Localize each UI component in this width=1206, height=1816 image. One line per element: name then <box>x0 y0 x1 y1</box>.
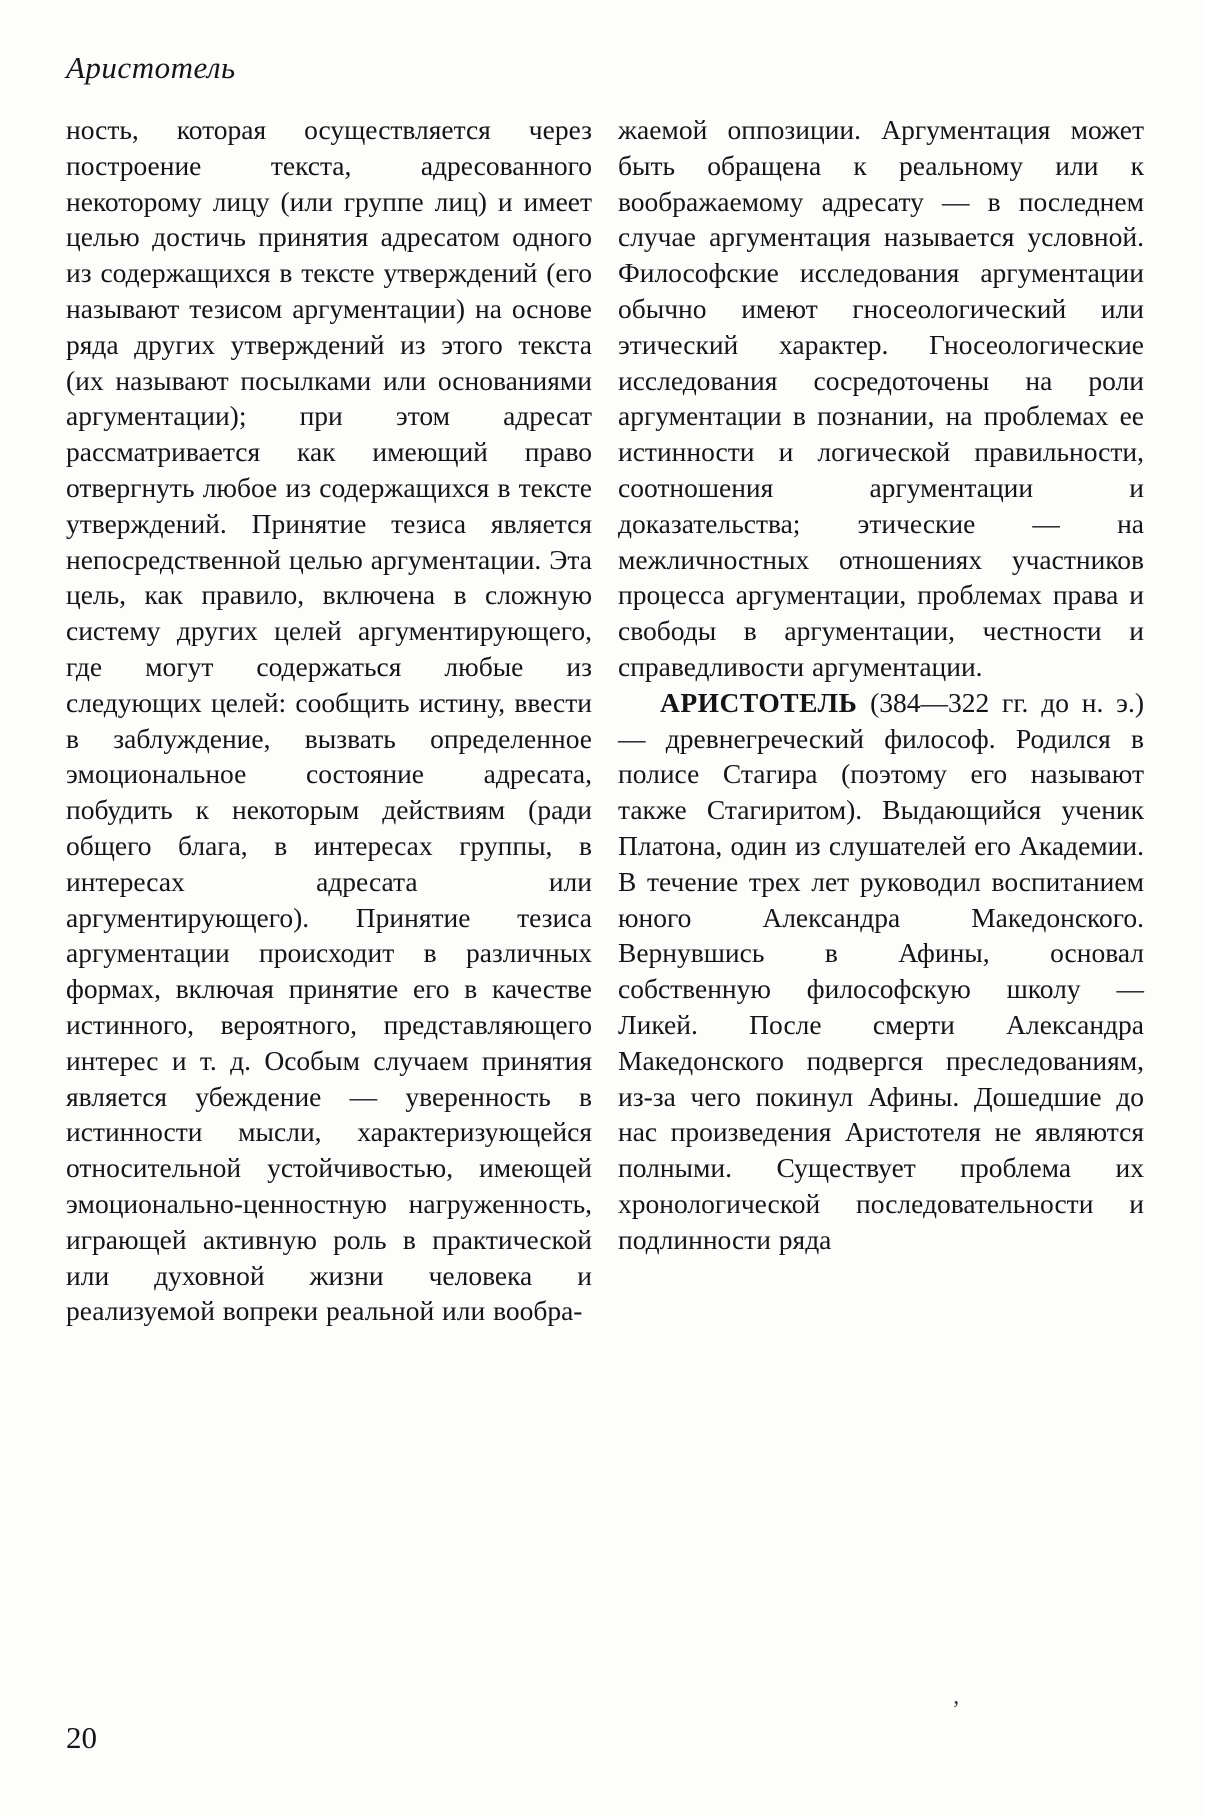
paragraph-aristotle-entry <box>618 685 1144 1258</box>
paragraph-argumentation-left: ность, которая осуществляется через построение текста, адресованного некоторому лицу (или группе лиц) и имеет целью достичь принятия адресатом одного из содержащихся в тексте утверждений (его называют тезисом аргументации) на основе ряда других утверждений из этого текста (их называют посылками или основаниями аргументации); при этом адресат рассматривается как имеющий право отвергнуть любое из содержащихся в тексте утверждений. Принятие тезиса является непосредственной целью аргументации. Эта цель, как правило, включена в сложную систему других целей аргументирующего, где могут содержаться любые из следующих целей: сообщить истину, ввести в заблуждение, вызвать определенное эмоциональное состояние адресата, побудить к некоторым действиям (ради общего блага, в интересах группы, в интересах адресата или аргументирующего). Принятие тезиса аргументации происходит в различных формах, включая принятие его в качестве истинного, вероятного, представляющего интерес и т. д. Особым случаем принятия является убеждение — уверенность в истинности мысли, характеризующейся относительной устойчивостью, имеющей эмоционально-ценностную нагруженность, играющей активную роль в практической или духовной жизни человека и реализуемой вопреки реальной или вообра- <box>66 114 592 1327</box>
page-number: 20 <box>66 1720 97 1755</box>
entry-body: (384—322 гг. до н. э.) — древнегреческий философ. Родился в полисе Стагира (поэтому его называют также Стагиритом). Выдающийся ученик Платона, один из слушателей его Академии. В течение трех лет руководил воспитанием юного Александра Македонского. Вернувшись в Афины, основал собственную философскую школу — Ликей. После смерти Александра Македонского подвергся преследованиям, из-за чего покинул Афины. Дошедшие до нас произведения Аристотеля не являются полными. Существует проблема их хронологической последовательности и подлинности ряда <box>618 686 1144 1255</box>
scan-artifact-mark: ’ <box>952 1697 960 1723</box>
right-column <box>618 112 1144 1329</box>
paragraph-argumentation-right: жаемой оппозиции. Аргументация может быть обращена к реальному или к воображаемому адресату — в последнем случае аргументация называется условной. Философские исследования аргументации обычно имеют гносеологический или этический характер. Гносеологические исследования сосредоточены на роли аргументации в познании, на проблемах ее истинности и логической правильности, соотношения аргументации и доказательства; этические — на межличностных отношениях участников процесса аргументации, проблемах права и свободы в аргументации, честности и справедливости аргументации. <box>618 114 1144 682</box>
left-column <box>66 112 592 1329</box>
entry-term: АРИСТОТЕЛЬ <box>660 686 858 718</box>
text-columns <box>66 112 1144 1329</box>
running-header: Аристотель <box>66 50 236 85</box>
